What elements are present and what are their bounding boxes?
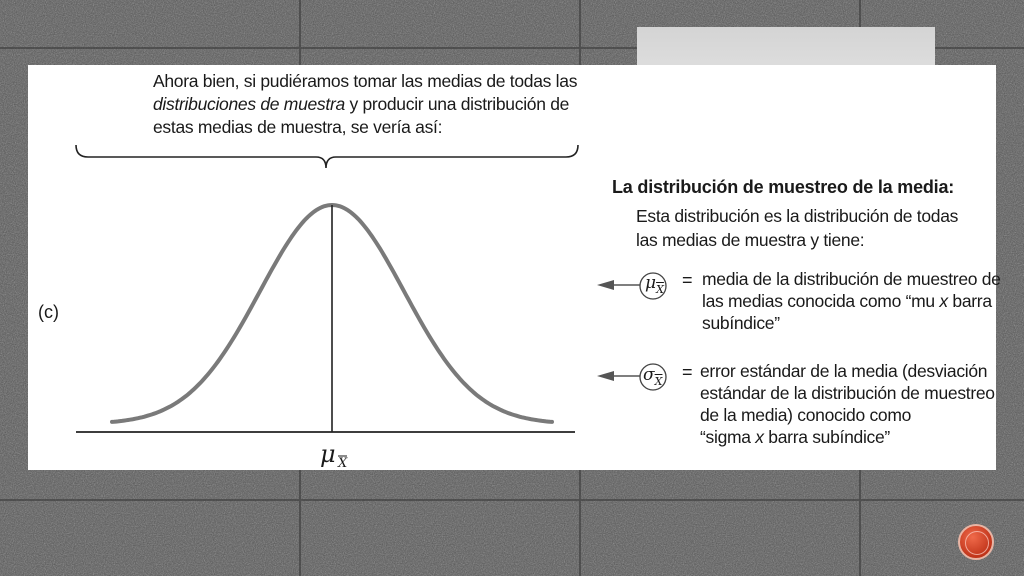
mu-symbol: μ <box>645 273 657 293</box>
mean-label-subscript: X <box>338 456 348 471</box>
intro-line-2 <box>153 93 577 116</box>
intro-line-2-rest: y producir una distribución de <box>344 94 570 114</box>
next-slide-button[interactable] <box>958 524 994 560</box>
intro-text <box>153 70 577 139</box>
sigma-def-line-4-post: barra subíndice” <box>763 427 890 447</box>
equals-sign-1: = <box>682 270 693 290</box>
sigma-def-line-4-italic: x <box>755 427 764 447</box>
panel-label: (c) <box>38 302 59 322</box>
intro-line-2-italic: distribuciones de muestra <box>153 94 345 114</box>
mu-def-line-2-italic: x <box>939 291 948 311</box>
definition-heading: La distribución de muestreo de la media: <box>612 177 955 197</box>
intro-line-1: Ahora bien, si pudiéramos tomar las medias de todas las <box>153 71 578 91</box>
next-slide-button-ring <box>965 531 989 555</box>
mu-def-line-2-pre: las medias conocida como “mu <box>702 291 940 311</box>
sigma-subscript: X <box>654 375 663 388</box>
sigma-definition-line-3: de la media) conocido como <box>700 405 912 425</box>
mu-definition-line-3: subíndice” <box>702 313 780 333</box>
definition-desc-line-2: las medias de muestra y tiene: <box>636 230 865 250</box>
sigma-definition <box>700 360 995 448</box>
sigma-definition-line-2: estándar de la distribución de muestreo <box>700 383 995 403</box>
sigma-def-line-4-pre: “sigma <box>700 427 756 447</box>
definition-description <box>636 204 958 252</box>
mu-subscript: X <box>656 283 664 296</box>
sigma-definition-line-1: error estándar de la media (desviación <box>700 361 988 381</box>
intro-line-3: estas medias de muestra, se vería así: <box>153 117 443 137</box>
mean-label-symbol: μ <box>320 440 336 468</box>
equals-sign-2: = <box>682 362 693 382</box>
mu-definition-line-1: media de la distribución de muestreo de <box>702 269 1001 289</box>
definition-desc-line-1: Esta distribución es la distribución de todas <box>636 206 959 226</box>
mu-definition-line-2 <box>702 290 1001 312</box>
sigma-definition-line-4 <box>700 426 995 448</box>
mu-def-line-2-post: barra <box>947 291 992 311</box>
sigma-symbol: σ <box>643 365 655 385</box>
sigma-xbar-symbol <box>643 365 662 388</box>
mu-xbar-symbol <box>645 273 664 296</box>
mu-definition <box>702 268 1001 334</box>
